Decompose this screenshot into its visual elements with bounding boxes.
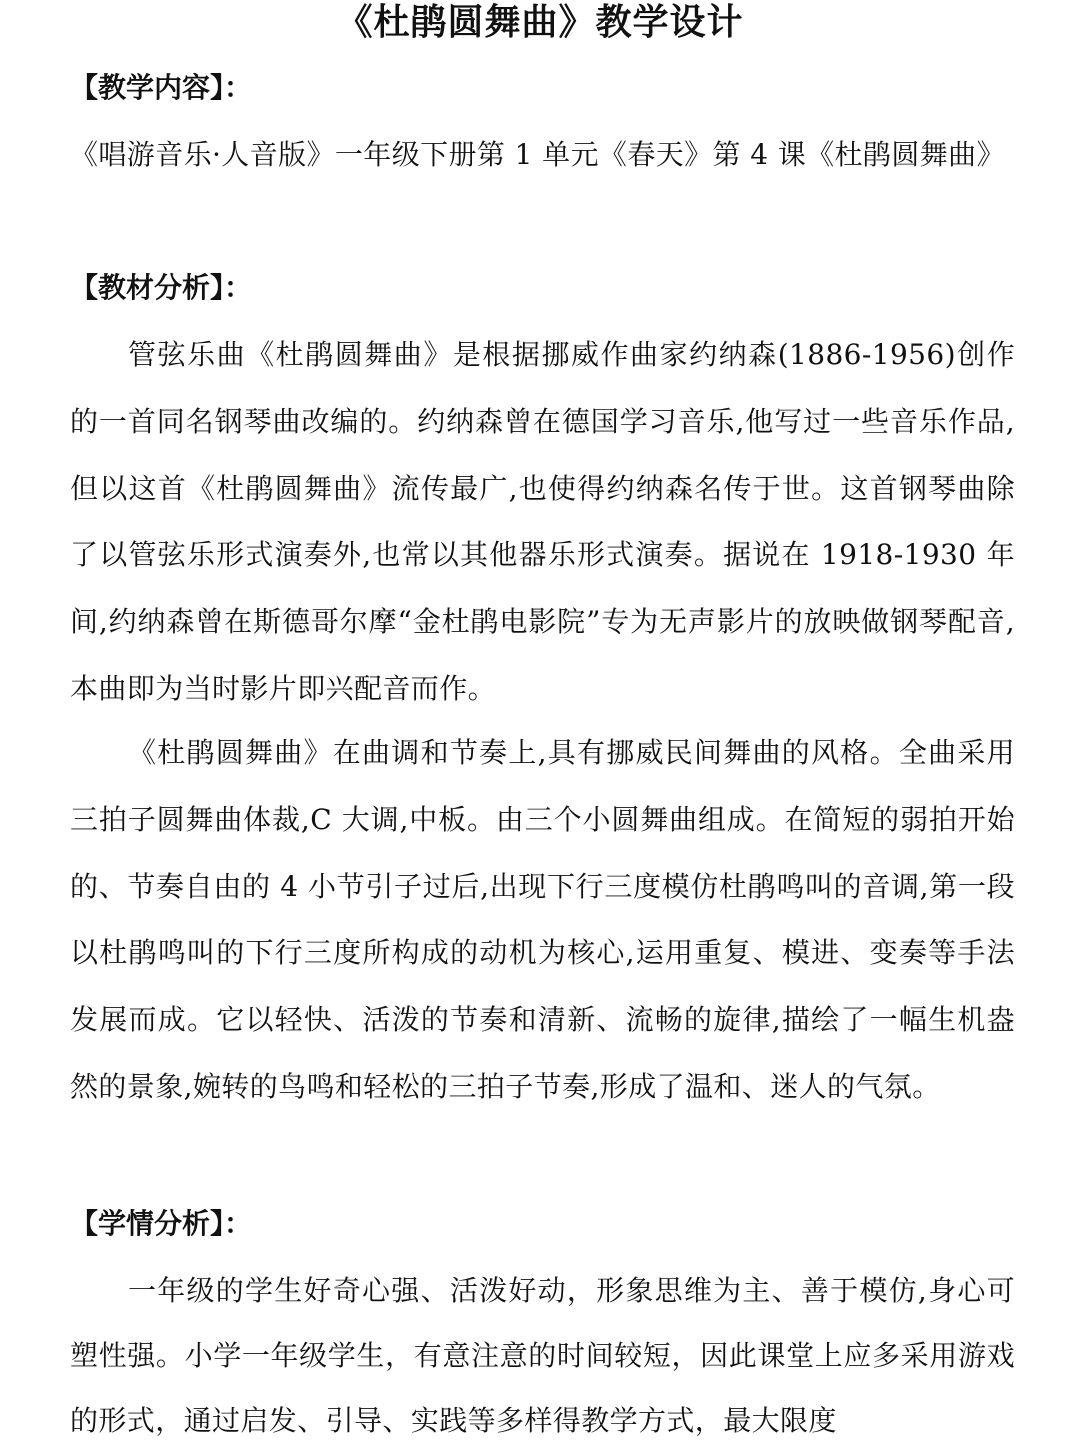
material-analysis-paragraph-2: 《杜鹃圆舞曲》在曲调和节奏上,具有挪威民间舞曲的风格。全曲采用三拍子圆舞曲体裁,C 大调,中板。由三个小圆舞曲组成。在简短的弱拍开始的、节奏自由的 4 小节引子过后,出现下行三度模仿杜鹃鸣叫的音调,第一段以杜鹃鸣叫的下行三度所构成的动机为核心,运用重复、模进、变奏等手法发展而成。它以轻快、活泼的节奏和清新、流畅的旋律,描绘了一幅生机盎然的景象,婉转的鸟鸣和轻松的三拍子节奏,形成了温和、迷人的气氛。 — [70, 736, 1015, 1103]
heading-material-analysis: 【教材分析】： — [70, 271, 253, 304]
material-analysis-paragraph-1: 管弦乐曲《杜鹃圆舞曲》是根据挪威作曲家约纳森(1886-1956)创作的一首同名钢琴曲改编的。约纳森曾在德国学习音乐,他写过一些音乐作品,但以这首《杜鹃圆舞曲》流传最广,也使得约纳森名传于世。这首钢琴曲除了以管弦乐形式演奏外,也常以其他器乐形式演奏。据说在 1918-1930 年间,约纳森曾在斯德哥尔摩“金杜鹃电影院”专为无声影片的放映做钢琴配音,本曲即为当时影片即兴配音而作。 — [70, 338, 1015, 705]
student-analysis-paragraph-1: 一年级的学生好奇心强、活泼好动，形象思维为主、善于模仿,身心可塑性强。小学一年级学生，有意注意的时间较短，因此课堂上应多采用游戏的形式，通过启发、引导、实践等多样得教学方式，最大限度 — [70, 1274, 1015, 1437]
heading-student-analysis: 【学情分析】： — [70, 1207, 253, 1240]
heading-teaching-content: 【教学内容】： — [70, 71, 253, 104]
teaching-content-text: 《唱游音乐·人音版》一年级下册第 1 单元《春天》第 4 课《杜鹃圆舞曲》 — [70, 138, 1005, 171]
document-title: 《杜鹃圆舞曲》教学设计 — [336, 2, 744, 43]
